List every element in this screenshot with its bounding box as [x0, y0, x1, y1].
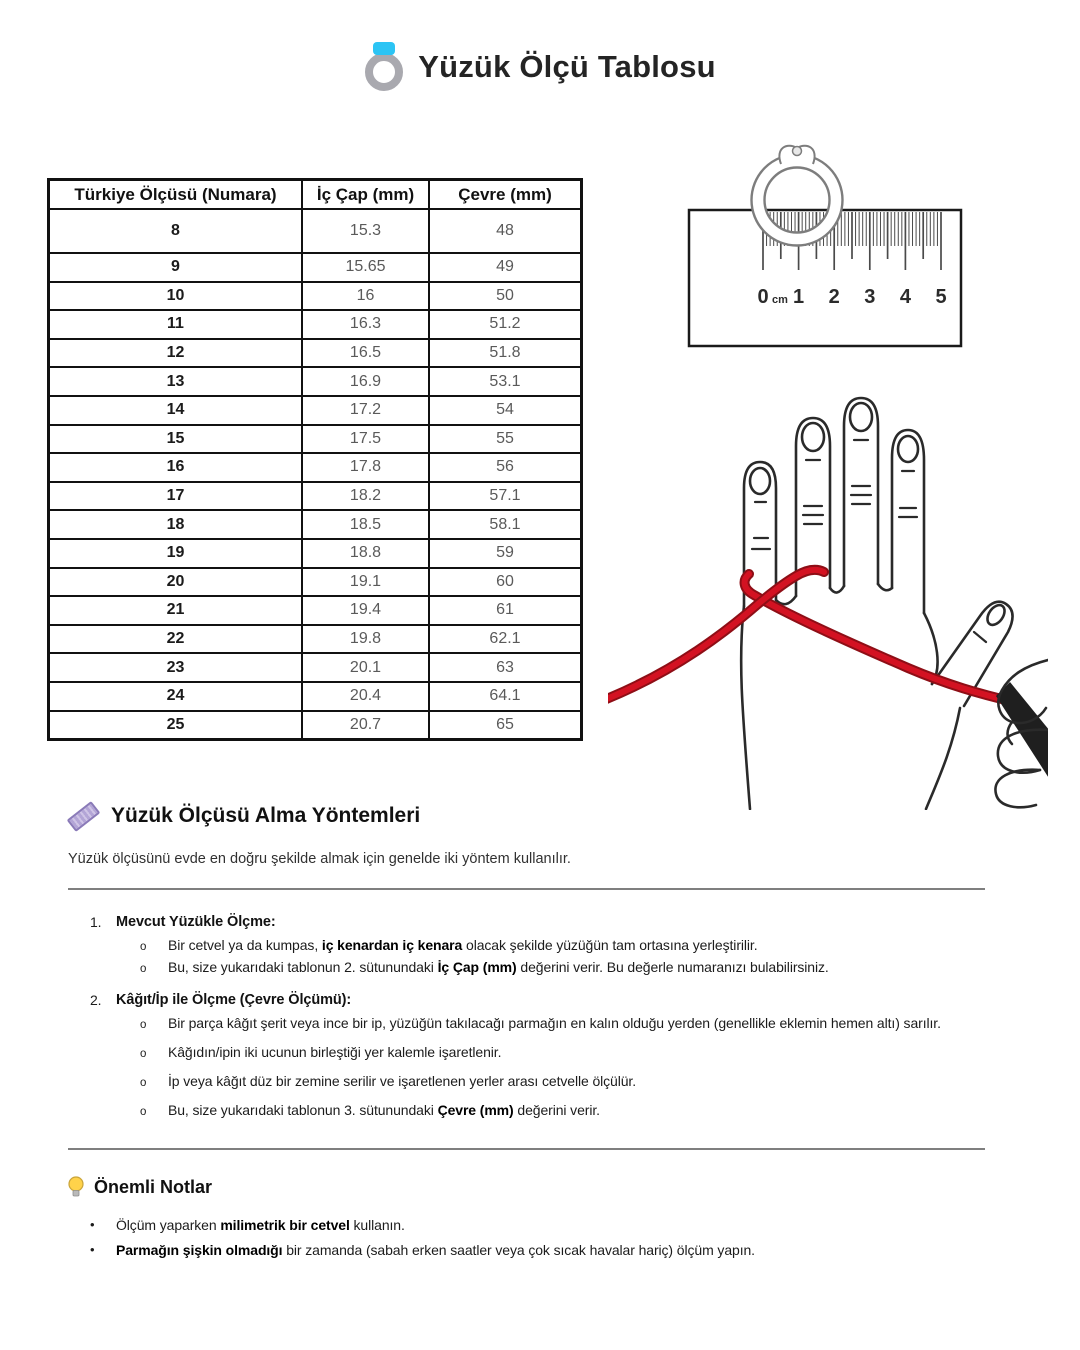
notes-section-header: [68, 1176, 212, 1198]
table-cell-circumference: 64.1: [429, 682, 581, 711]
table-cell-size: 22: [49, 625, 302, 654]
table-cell-size: 16: [49, 453, 302, 482]
table-header-size: Türkiye Ölçüsü (Numara): [49, 180, 302, 209]
table-cell-circumference: 48: [429, 209, 581, 253]
table-cell-size: 20: [49, 568, 302, 597]
page-title-bar: [0, 42, 1080, 91]
ruler-emoji-icon: [67, 801, 101, 832]
ring-stone: [793, 147, 802, 156]
pinky-nail: [898, 436, 918, 462]
ruler-label-5: 5: [935, 286, 947, 308]
sub-bullet-marker: o: [140, 1106, 147, 1118]
table-cell-diameter: 18.2: [302, 482, 429, 511]
sub-bullet-text: Kâğıdın/ipin iki ucunun birleştiği yer kalemle işaretlenir.: [168, 1044, 502, 1060]
method-sub-bullet: [90, 1072, 990, 1092]
table-cell-diameter: 18.5: [302, 510, 429, 539]
table-cell-circumference: 53.1: [429, 367, 581, 396]
table-cell-size: 11: [49, 310, 302, 339]
table-cell-size: 17: [49, 482, 302, 511]
ruler-label-4: 4: [899, 286, 911, 308]
section-divider: [68, 888, 985, 890]
table-cell-circumference: 65: [429, 711, 581, 740]
method-number: 2.: [90, 992, 102, 1008]
table-cell-size: 12: [49, 339, 302, 368]
methods-section-title: Yüzük Ölçüsü Alma Yöntemleri: [111, 804, 421, 827]
method-sub-bullet: [90, 1014, 990, 1034]
table-cell-circumference: 58.1: [429, 510, 581, 539]
table-cell-circumference: 63: [429, 653, 581, 682]
table-cell-diameter: 15.65: [302, 253, 429, 282]
table-cell-diameter: 15.3: [302, 209, 429, 253]
table-cell-size: 25: [49, 711, 302, 740]
methods-section-header: [68, 804, 420, 828]
table-cell-circumference: 62.1: [429, 625, 581, 654]
table-cell-circumference: 49: [429, 253, 581, 282]
table-cell-size: 24: [49, 682, 302, 711]
section-divider: [68, 1148, 985, 1150]
table-cell-circumference: 57.1: [429, 482, 581, 511]
method-title: Kâğıt/İp ile Ölçme (Çevre Ölçümü):: [116, 992, 352, 1008]
table-cell-diameter: 19.8: [302, 625, 429, 654]
sub-bullet-text: Bu, size yukarıdaki tablonun 3. sütunundaki Çevre (mm) değerini verir.: [168, 1102, 600, 1118]
table-cell-size: 18: [49, 510, 302, 539]
method-heading: [90, 914, 990, 930]
note-bullet-text: Ölçüm yaparken milimetrik bir cetvel kullanın.: [116, 1217, 405, 1233]
method-bullets: [90, 936, 990, 978]
sub-bullet-text: İp veya kâğıt düz bir zemine serilir ve işaretlenen yerler arası cetvelle ölçülür.: [168, 1073, 637, 1089]
ring-gem-icon: [373, 42, 395, 55]
notes-list: [90, 1216, 990, 1266]
notes-section-title: Önemli Notlar: [94, 1176, 213, 1197]
method-sub-bullet: [90, 936, 990, 956]
ruler-label-0: 0: [757, 286, 769, 308]
hand-string-illustration: [608, 378, 1048, 815]
table-cell-circumference: 50: [429, 282, 581, 311]
note-bullet-marker: •: [90, 1242, 95, 1257]
table-cell-diameter: 20.7: [302, 711, 429, 740]
palm-below-thumb-edge: [926, 708, 960, 809]
ruler-label-1: 1: [793, 286, 805, 308]
ruler-illustration-svg: [683, 142, 975, 354]
index-nail: [750, 468, 770, 494]
method-number: 1.: [90, 914, 102, 930]
note-bullet: [90, 1241, 990, 1259]
methods-list: [90, 914, 990, 1135]
table-cell-circumference: 55: [429, 425, 581, 454]
note-bullet-marker: •: [90, 1217, 95, 1232]
table-cell-circumference: 59: [429, 539, 581, 568]
table-cell-circumference: 51.2: [429, 310, 581, 339]
note-bullet: [90, 1216, 990, 1234]
sub-bullet-marker: o: [140, 1048, 147, 1060]
sub-bullet-text: Bu, size yukarıdaki tablonun 2. sütunundaki İç Çap (mm) değerini verir. Bu değerle numaranızı bulabilirsiniz.: [168, 959, 829, 975]
table-cell-diameter: 20.1: [302, 653, 429, 682]
methods-intro-text: Yüzük ölçüsünü evde en doğru şekilde almak için genelde iki yöntem kullanılır.: [68, 851, 571, 867]
table-cell-diameter: 16: [302, 282, 429, 311]
lightbulb-icon: [68, 1176, 84, 1198]
ruler-unit-label: cm: [772, 294, 788, 306]
table-cell-size: 19: [49, 539, 302, 568]
table-cell-diameter: 19.1: [302, 568, 429, 597]
table-cell-diameter: 17.5: [302, 425, 429, 454]
ring-band-icon: [365, 53, 403, 91]
ring-on-ruler-illustration: [683, 142, 975, 359]
table-cell-size: 10: [49, 282, 302, 311]
table-cell-diameter: 18.8: [302, 539, 429, 568]
method-item: [90, 914, 990, 978]
table-cell-circumference: 61: [429, 596, 581, 625]
method-item: [90, 992, 990, 1121]
table-cell-diameter: 17.2: [302, 396, 429, 425]
ring-nail: [850, 403, 872, 431]
sub-bullet-marker: o: [140, 941, 147, 953]
hand-illustration-svg: [608, 378, 1048, 810]
table-cell-size: 15: [49, 425, 302, 454]
palm-left-edge: [741, 606, 750, 809]
table-cell-circumference: 60: [429, 568, 581, 597]
table-cell-circumference: 51.8: [429, 339, 581, 368]
ring-icon: [364, 42, 404, 91]
method-sub-bullet: [90, 1101, 990, 1121]
note-bullet-text: Parmağın şişkin olmadığı bir zamanda (sabah erken saatler veya çok sıcak havalar hariç) ölçüm yapın.: [116, 1242, 755, 1258]
table-cell-size: 21: [49, 596, 302, 625]
table-header-diameter: İç Çap (mm): [302, 180, 429, 209]
ruler-label-2: 2: [828, 286, 840, 308]
finger-web-2: [830, 586, 844, 593]
method-heading: [90, 992, 990, 1008]
finger-web-3: [878, 584, 892, 590]
sub-bullet-marker: o: [140, 963, 147, 975]
table-cell-size: 13: [49, 367, 302, 396]
table-cell-diameter: 17.8: [302, 453, 429, 482]
sub-bullet-marker: o: [140, 1077, 147, 1089]
middle-nail: [802, 423, 824, 451]
method-sub-bullet: [90, 958, 990, 978]
table-cell-diameter: 19.4: [302, 596, 429, 625]
table-cell-size: 9: [49, 253, 302, 282]
sub-bullet-marker: o: [140, 1019, 147, 1031]
method-sub-bullet: [90, 1043, 990, 1063]
sub-bullet-text: Bir parça kâğıt şerit veya ince bir ip, yüzüğün takılacağı parmağın en kalın olduğu yerden (genellikle eklemin hemen altı) sarılır.: [168, 1015, 941, 1031]
method-bullets: [90, 1014, 990, 1121]
ring-size-table: [47, 178, 583, 741]
table-cell-diameter: 16.5: [302, 339, 429, 368]
table-cell-size: 14: [49, 396, 302, 425]
method-title: Mevcut Yüzükle Ölçme:: [116, 914, 276, 930]
table-cell-size: 23: [49, 653, 302, 682]
table-cell-circumference: 54: [429, 396, 581, 425]
table-cell-size: 8: [49, 209, 302, 253]
table-header-circumference: Çevre (mm): [429, 180, 581, 209]
table-cell-diameter: 16.3: [302, 310, 429, 339]
sub-bullet-text: Bir cetvel ya da kumpas, iç kenardan iç kenara olacak şekilde yüzüğün tam ortasına yerleştirilir.: [168, 937, 758, 953]
ruler-label-3: 3: [864, 286, 876, 308]
table-cell-diameter: 20.4: [302, 682, 429, 711]
table-cell-diameter: 16.9: [302, 367, 429, 396]
page-title: Yüzük Ölçü Tablosu: [418, 48, 716, 84]
table-cell-circumference: 56: [429, 453, 581, 482]
